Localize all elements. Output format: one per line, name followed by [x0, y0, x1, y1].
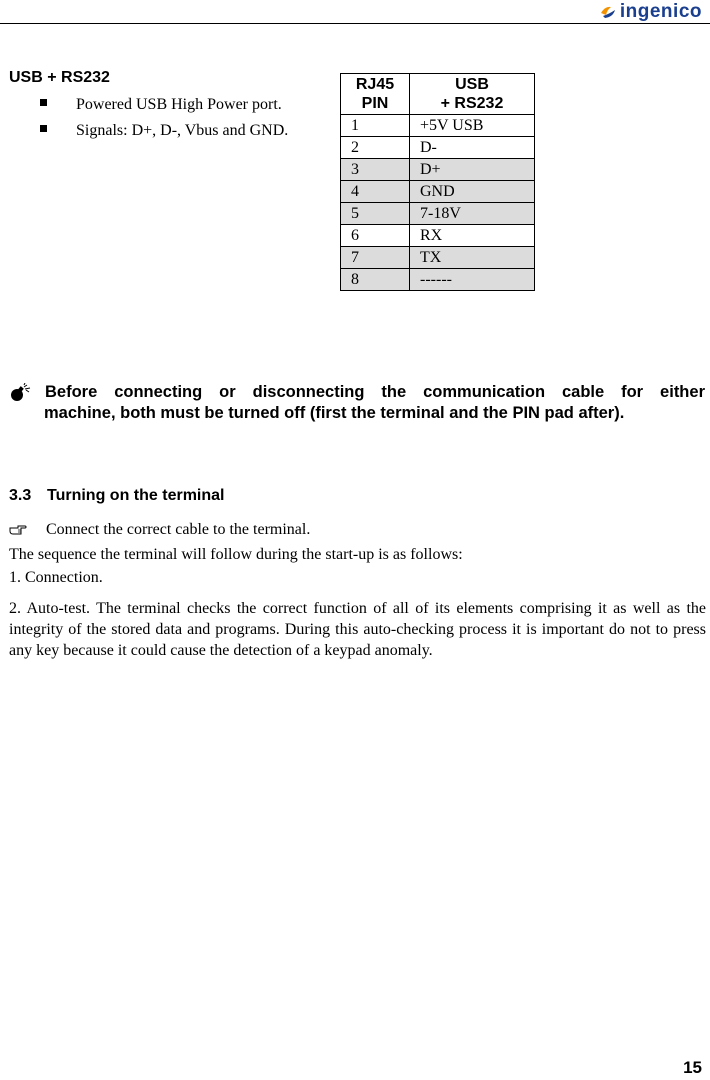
table-row: 5 7-18V: [341, 203, 535, 225]
usb-bullet-list: [40, 95, 288, 147]
table-header-rj45: RJ45 PIN: [341, 74, 410, 115]
hint-text: Connect the correct cable to the terminal.: [46, 521, 311, 538]
ingenico-logo-icon: [599, 4, 617, 20]
square-bullet-icon: [40, 99, 47, 106]
section-title: Turning on the terminal: [47, 487, 225, 504]
bomb-icon: [9, 383, 35, 403]
pin-table: [340, 73, 535, 291]
table-row: 7 TX: [341, 247, 535, 269]
page-number: 15: [683, 1058, 702, 1077]
intro-paragraph: The sequence the terminal will follow during the start-up is as follows:: [9, 546, 463, 563]
table-row: 2 D-: [341, 137, 535, 159]
list-item: Powered USB High Power port.: [40, 95, 288, 121]
usb-section-title: USB + RS232: [9, 69, 110, 86]
table-row: 3 D+: [341, 159, 535, 181]
table-row: 8 ------: [341, 269, 535, 291]
table-row: 6 RX: [341, 225, 535, 247]
step-1: 1. Connection.: [9, 569, 103, 586]
square-bullet-icon: [40, 125, 47, 132]
list-item: Signals: D+, D-, Vbus and GND.: [40, 121, 288, 147]
step-2: 2. Auto-test. The terminal checks the correct function of all of its elements comprising it as well as the integrity of the stored data and programs. During this auto-checking process it is important do not to press any key because it could cause the detection of a keypad anomaly.: [9, 600, 706, 659]
section-heading: [9, 487, 224, 505]
section-number: 3.3: [9, 487, 32, 504]
warning-line-2: machine, both must be turned off (first the terminal and the PIN pad after).: [44, 404, 625, 422]
ingenico-logo: [599, 1, 702, 23]
table-header-usb: USB + RS232: [410, 74, 535, 115]
header-rule: [0, 23, 710, 24]
table-row: 1 +5V USB: [341, 115, 535, 137]
logo-text: ingenico: [619, 1, 702, 22]
pointing-hand-icon: [9, 524, 27, 536]
table-row: 4 GND: [341, 181, 535, 203]
warning-line-1: Before connecting or disconnecting the communication cable for either: [45, 383, 705, 401]
